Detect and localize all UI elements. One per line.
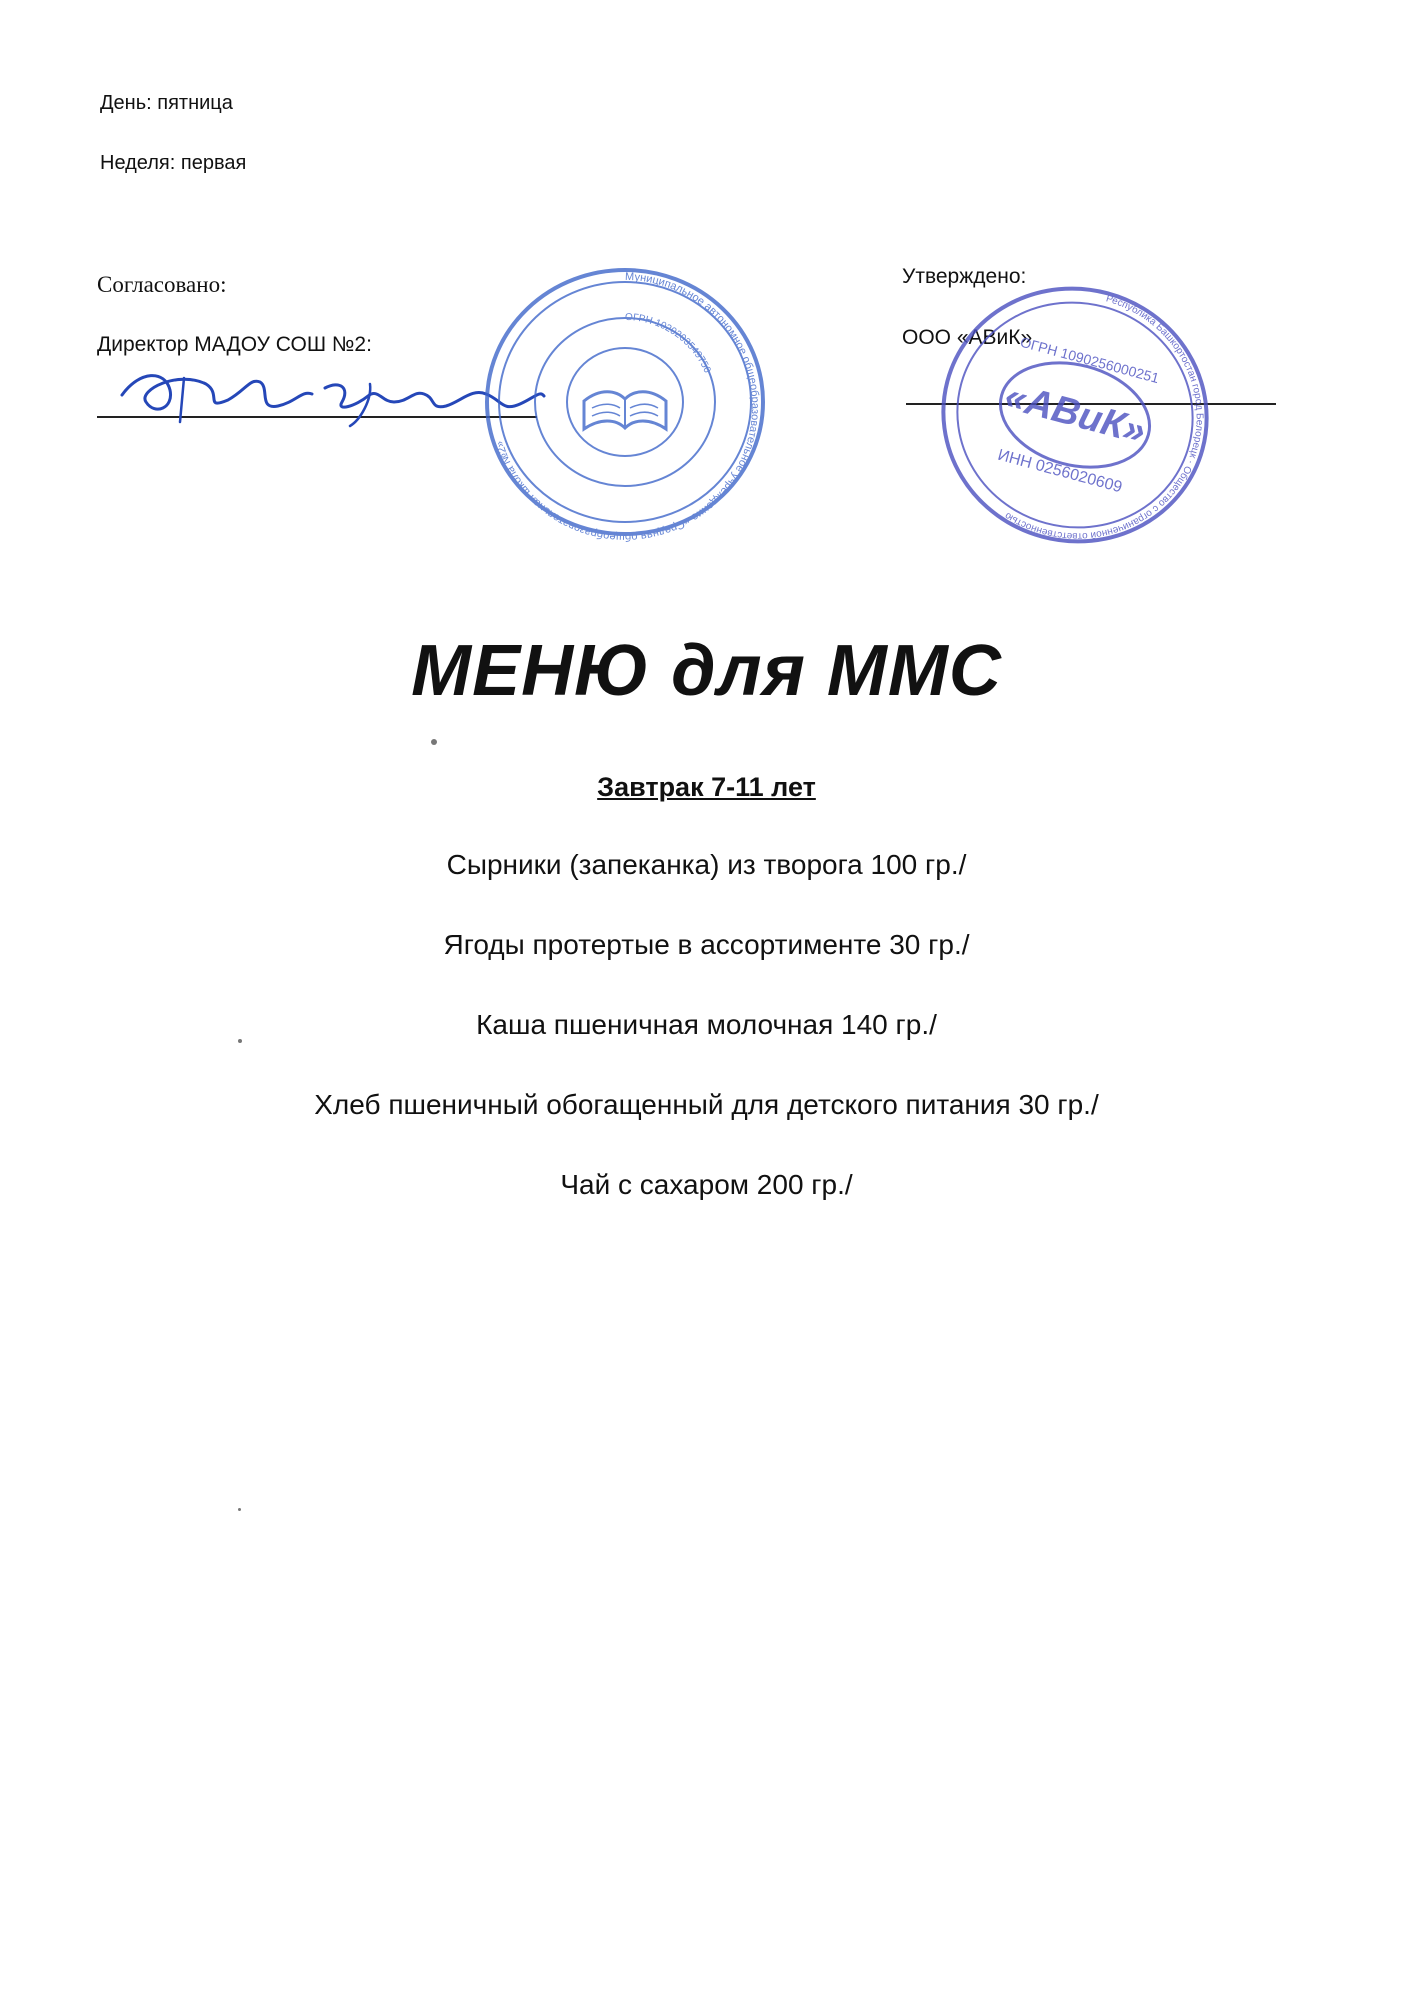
approved-by-left-label: Согласовано: <box>97 272 227 297</box>
day-label: День: пятница <box>100 92 233 114</box>
svg-text:Республика Башкортостан город: Республика Башкортостан город Белорецк · Общество с ограниченной ответственностью <box>1003 293 1205 542</box>
director-label: Директор МАДОУ СОШ №2: <box>97 333 372 356</box>
right-signature-line <box>906 403 1276 405</box>
company-seal <box>930 280 1220 550</box>
menu-item: Каша пшеничная молочная 140 гр./ <box>476 1009 937 1040</box>
scan-speck <box>238 1508 241 1511</box>
school-seal-ogrn: ОГРН 1020203549750 <box>624 311 713 375</box>
menu-item: Чай с сахаром 200 гр./ <box>560 1169 853 1200</box>
menu-item: Ягоды протертые в ассортименте 30 гр./ <box>443 929 970 960</box>
company-seal-name: «АВиК» <box>1000 375 1151 453</box>
handwritten-signature <box>110 350 550 440</box>
company-label: ООО «АВиК» <box>902 326 1033 349</box>
menu-item: Хлеб пшеничный обогащенный для детского питания 30 гр./ <box>314 1089 1099 1120</box>
company-seal-ogrn: ОГРН 1090256000251 <box>1018 333 1161 387</box>
approved-by-right-label: Утверждено: <box>902 265 1027 288</box>
scan-speck <box>238 1039 242 1043</box>
menu-list <box>0 845 1413 1245</box>
meal-subtitle: Завтрак 7-11 лет <box>597 772 816 802</box>
svg-text:ОГРН 1020203549750 <box>625 312 713 375</box>
week-label: Неделя: первая <box>100 152 247 174</box>
company-seal-inn: ИНН 0256020609 <box>995 446 1124 497</box>
svg-text:Муниципальное автономное общео: Муниципальное автономное общеобразовательное учреждение «Средняя общеобразовательная школа №2» <box>493 270 761 542</box>
menu-title: МЕНЮ для ММС <box>411 631 1002 711</box>
menu-item: Сырники (запеканка) из творога 100 гр./ <box>446 849 967 880</box>
scan-speck <box>431 739 437 745</box>
